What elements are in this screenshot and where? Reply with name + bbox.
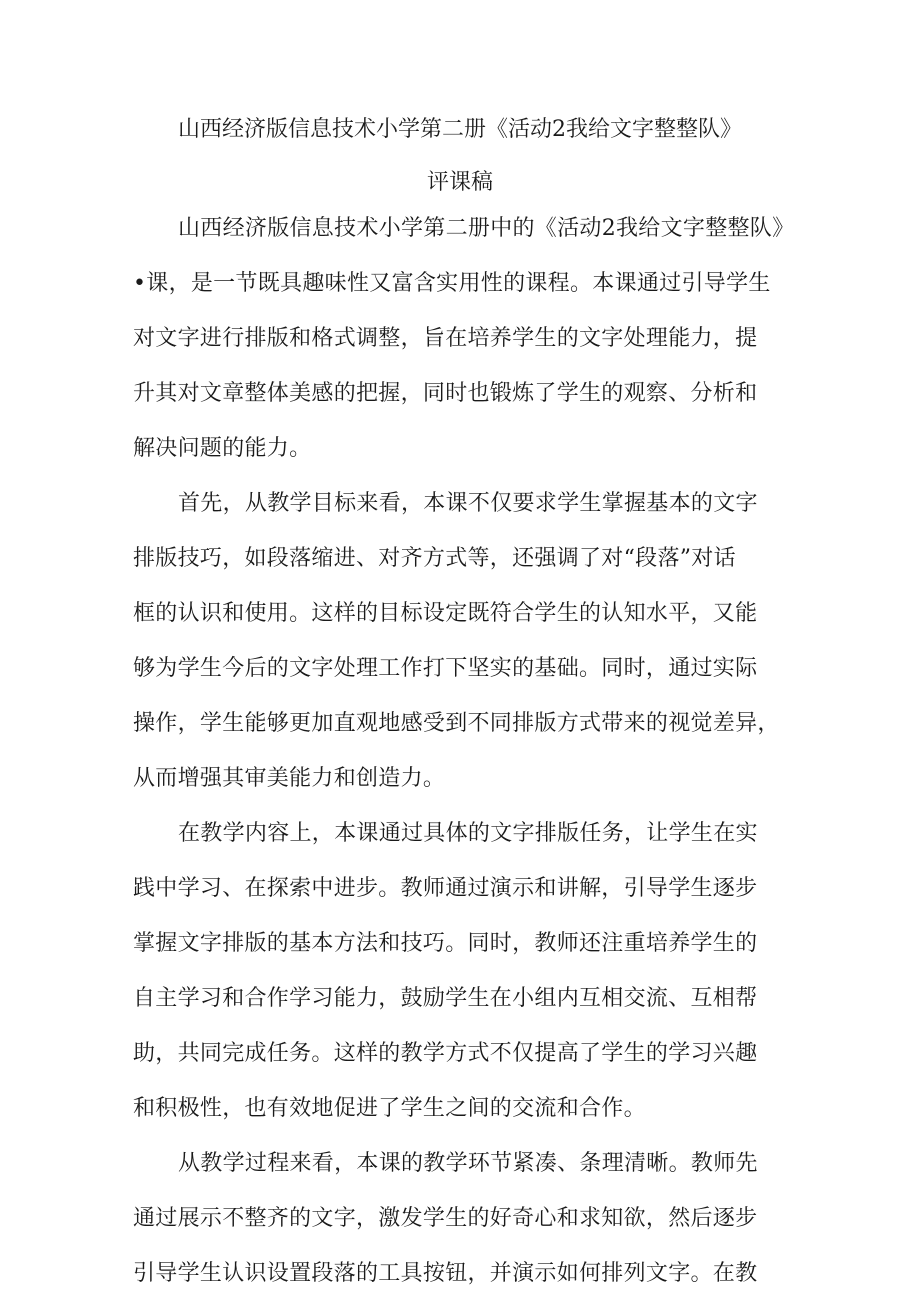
text-line: 自主学习和合作学习能力，鼓励学生在小组内互相交流、互相帮 — [133, 986, 758, 1011]
text-line: 框的认识和使用。这样的目标设定既符合学生的认知水平，又能 — [133, 601, 758, 626]
text-line: 操作，学生能够更加直观地感受到不同排版方式带来的视觉差异， — [133, 711, 780, 736]
text-line: 通过展示不整齐的文字，激发学生的好奇心和求知欲，然后逐步 — [133, 1206, 758, 1231]
document-body — [133, 212, 793, 1312]
text-line: 从教学过程来看，本课的教学环节紧凑、条理清晰。教师先 — [178, 1151, 758, 1176]
document-subtitle: 评课稿 — [426, 170, 493, 195]
text-line: 对文字进行排版和格式调整，旨在培养学生的文字处理能力，提 — [133, 326, 758, 351]
paragraph-process — [133, 1147, 793, 1312]
text-line: 山西经济版信息技术小学第二册中的《活动2我给文字整整队》 — [178, 216, 795, 241]
text-line: 从而增强其审美能力和创造力。 — [133, 766, 446, 791]
text-line: •课，是一节既具趣味性又富含实用性的课程。本课通过引导学生 — [133, 271, 771, 296]
text-line: 践中学习、在探索中进步。教师通过演示和讲解，引导学生逐步 — [133, 876, 758, 901]
text-line: 在教学内容上，本课通过具体的文字排版任务，让学生在实 — [178, 821, 758, 846]
text-line: 引导学生认识设置段落的工具按钮，并演示如何排列文字。在教 — [133, 1261, 758, 1286]
document-title: 山西经济版信息技术小学第二册《活动2我给文字整整队》 — [178, 117, 742, 142]
text-line: 掌握文字排版的基本方法和技巧。同时，教师还注重培养学生的 — [133, 931, 758, 956]
text-line: 够为学生今后的文字处理工作打下坚实的基础。同时，通过实际 — [133, 656, 758, 681]
text-line: 升其对文章整体美感的把握，同时也锻炼了学生的观察、分析和 — [133, 381, 758, 406]
paragraph-intro — [133, 212, 793, 487]
paragraph-objectives — [133, 487, 793, 817]
text-line: 排版技巧，如段落缩进、对齐方式等，还强调了对“段落”对话 — [133, 546, 736, 571]
text-line: 助，共同完成任务。这样的教学方式不仅提高了学生的学习兴趣 — [133, 1041, 758, 1066]
text-line: 解决问题的能力。 — [133, 436, 312, 461]
paragraph-content — [133, 817, 793, 1147]
text-line: 首先，从教学目标来看，本课不仅要求学生掌握基本的文字 — [178, 491, 758, 516]
text-line: 和积极性，也有效地促进了学生之间的交流和合作。 — [133, 1096, 646, 1121]
